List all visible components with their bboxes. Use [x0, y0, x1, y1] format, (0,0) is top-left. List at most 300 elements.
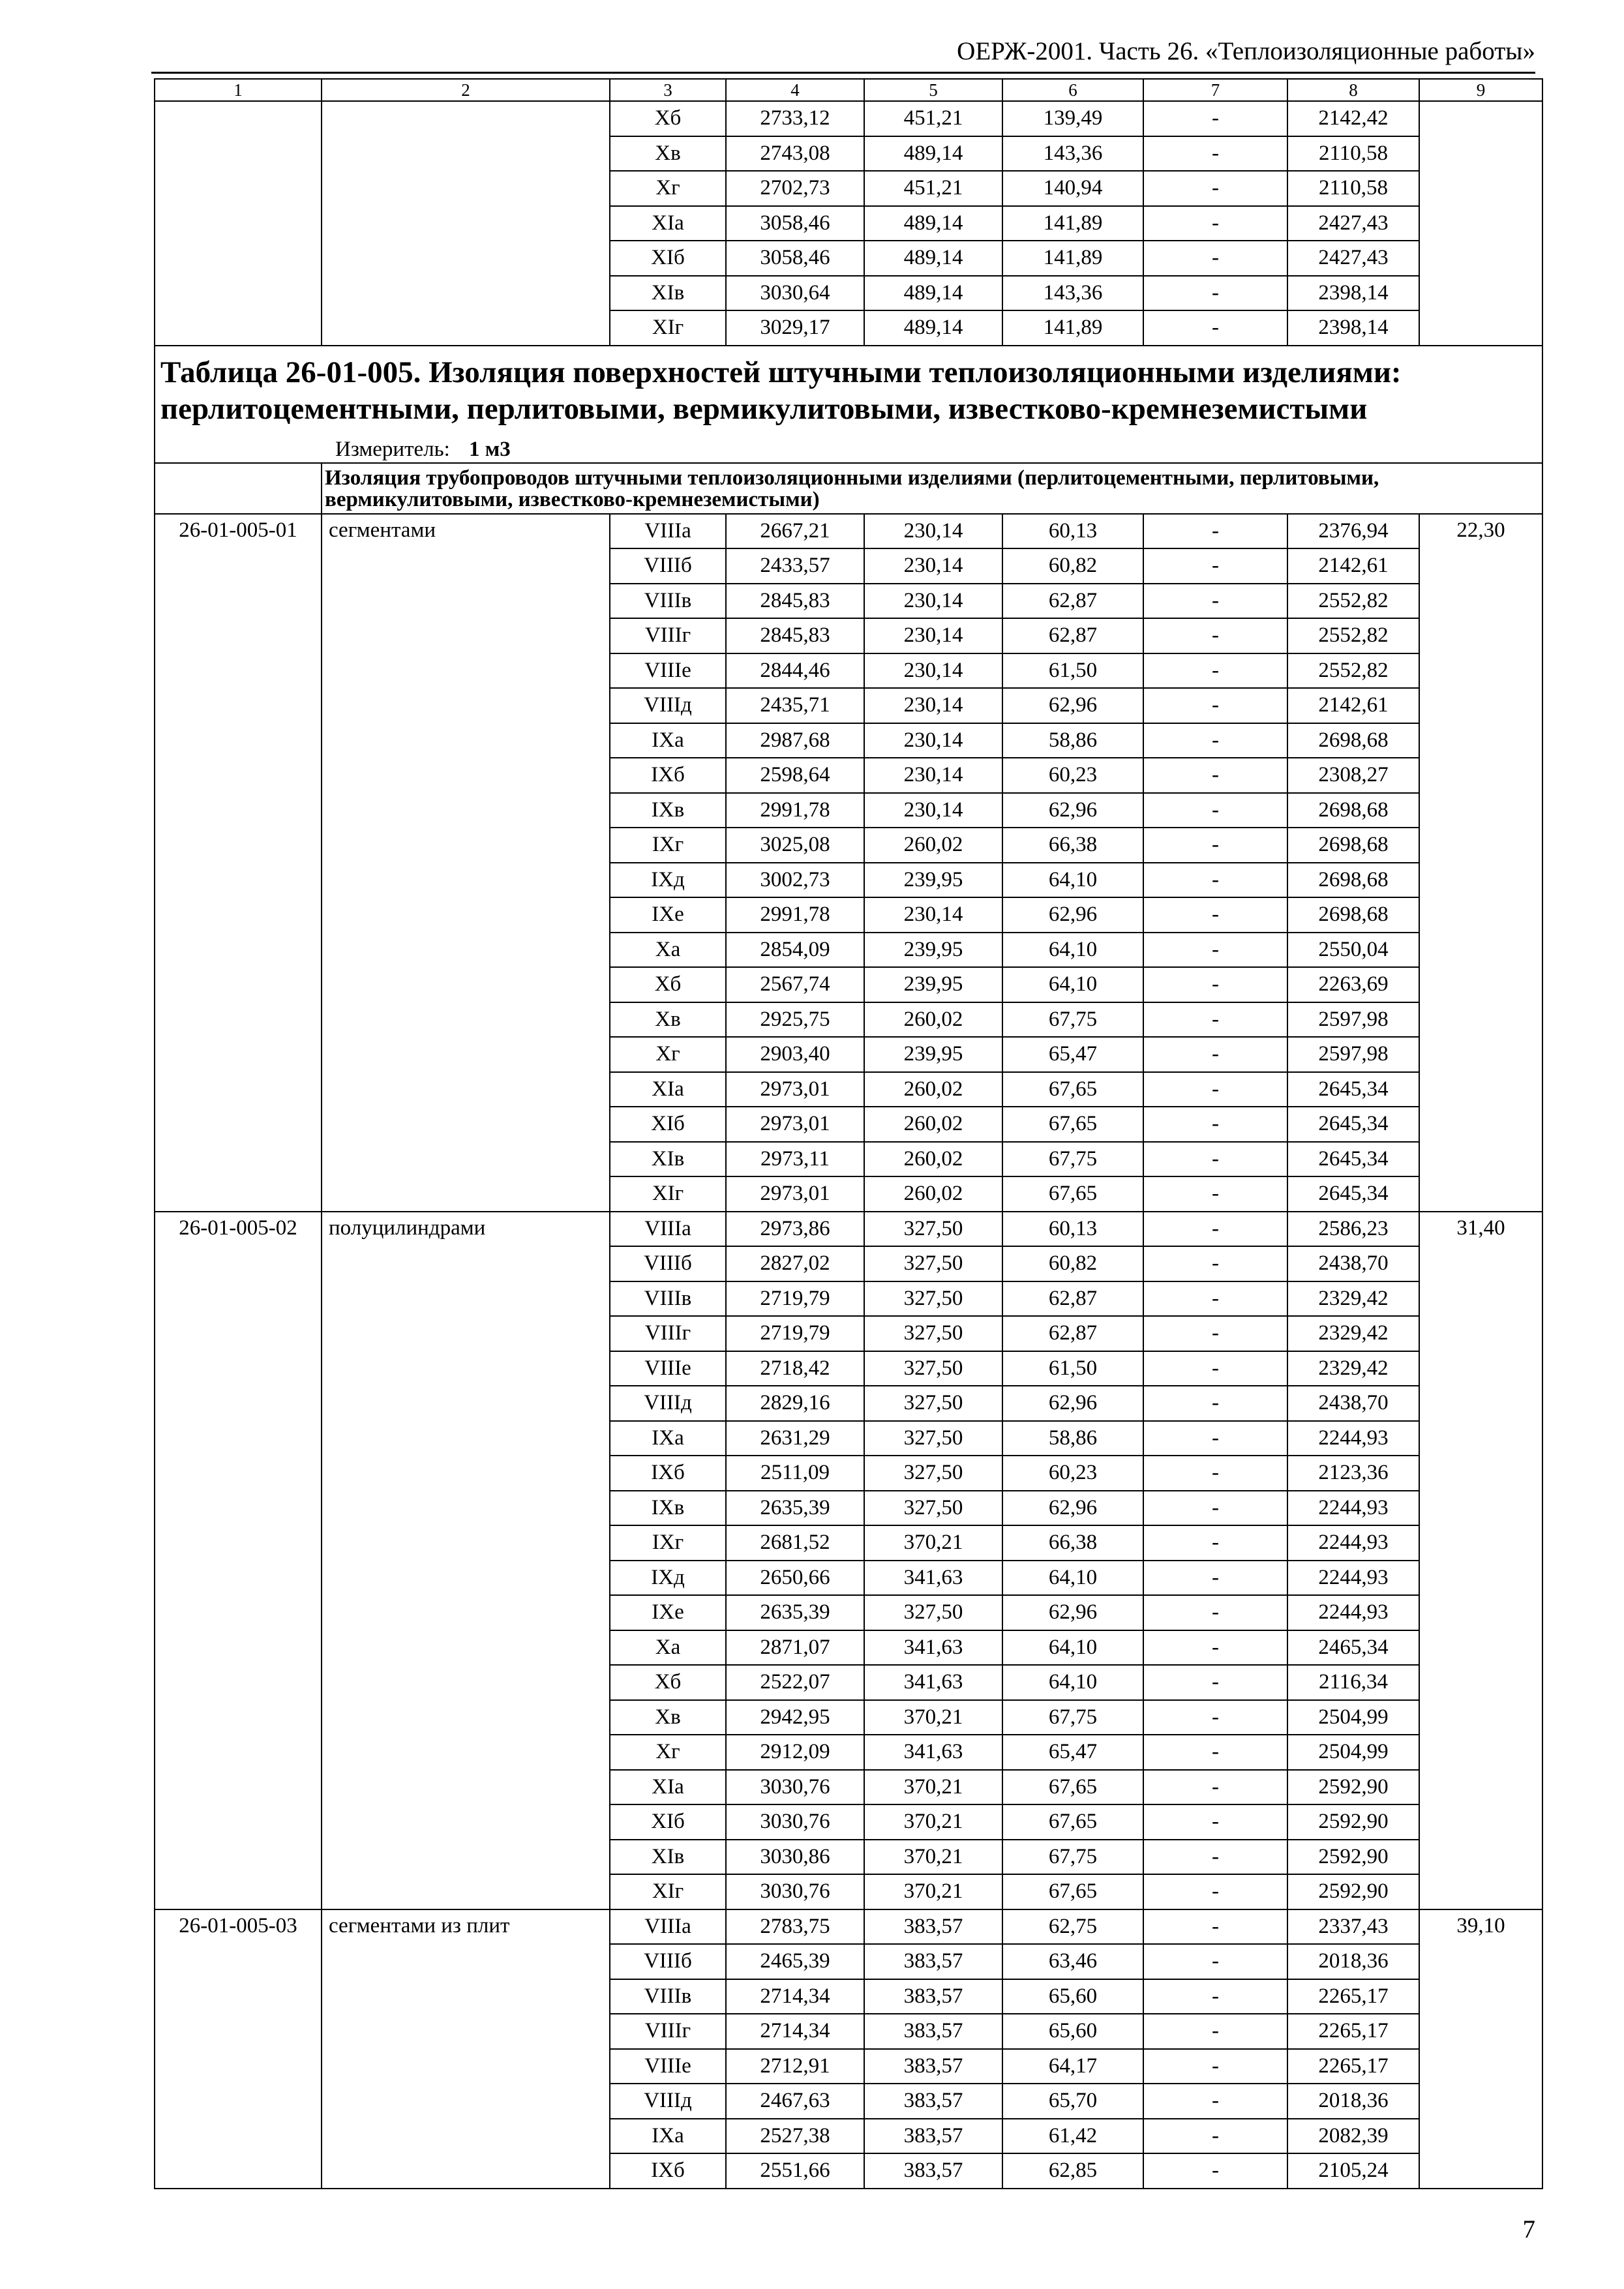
material-cost: 2142,42: [1287, 101, 1419, 136]
material-cost: 2645,34: [1287, 1107, 1419, 1142]
driver-wage: -: [1143, 1944, 1287, 1979]
labor-cost: 370,21: [864, 1804, 1002, 1840]
column-number: 8: [1287, 79, 1419, 101]
material-cost: 2592,90: [1287, 1874, 1419, 1909]
total-cost: 2714,34: [726, 1979, 864, 2014]
driver-wage: -: [1143, 758, 1287, 793]
total-cost: 2987,68: [726, 723, 864, 758]
material-cost: 2329,42: [1287, 1316, 1419, 1351]
table-title-line1: Таблица 26-01-005. Изоляция поверхностей штучными теплоизоляционными изделиями:: [160, 355, 1402, 389]
labor-cost: 383,57: [864, 1909, 1002, 1945]
labor-cost: 383,57: [864, 2049, 1002, 2084]
column-number: 7: [1143, 79, 1287, 101]
rate-class: Хг: [610, 171, 726, 206]
total-cost: 3025,08: [726, 828, 864, 863]
driver-wage: -: [1143, 1804, 1287, 1840]
driver-wage: -: [1143, 2049, 1287, 2084]
material-cost: 2398,14: [1287, 276, 1419, 311]
machine-cost: 67,65: [1002, 1804, 1143, 1840]
table-title-line2: перлитоцементными, перлитовыми, вермикулитовыми, известково-кремнеземистыми: [160, 391, 1368, 426]
rate-class: Хг: [610, 1735, 726, 1770]
rate-class: Хб: [610, 967, 726, 1002]
labor-cost: 230,14: [864, 758, 1002, 793]
machine-cost: 62,75: [1002, 1909, 1143, 1945]
machine-cost: 62,85: [1002, 2153, 1143, 2189]
driver-wage: -: [1143, 1351, 1287, 1386]
column-number: 9: [1419, 79, 1542, 101]
labor-cost: 327,50: [864, 1491, 1002, 1526]
total-cost: 2433,57: [726, 548, 864, 584]
driver-wage: -: [1143, 1142, 1287, 1177]
col9-cell: [1419, 101, 1542, 346]
total-cost: 3058,46: [726, 206, 864, 241]
material-cost: 2645,34: [1287, 1176, 1419, 1212]
driver-wage: -: [1143, 1421, 1287, 1456]
machine-cost: 67,75: [1002, 1002, 1143, 1038]
driver-wage: -: [1143, 1874, 1287, 1909]
material-cost: 2123,36: [1287, 1456, 1419, 1491]
machine-cost: 62,96: [1002, 897, 1143, 933]
driver-wage: -: [1143, 863, 1287, 898]
driver-wage: -: [1143, 276, 1287, 311]
material-cost: 2552,82: [1287, 653, 1419, 689]
rate-class: ХIг: [610, 1176, 726, 1212]
labor-cost: 383,57: [864, 2119, 1002, 2154]
labor-cost: 230,14: [864, 584, 1002, 619]
material-cost: 2244,93: [1287, 1421, 1419, 1456]
total-cost: 2973,01: [726, 1107, 864, 1142]
material-cost: 2105,24: [1287, 2153, 1419, 2189]
labor-cost: 341,63: [864, 1561, 1002, 1596]
material-cost: 2645,34: [1287, 1142, 1419, 1177]
rate-class: VIIIг: [610, 2014, 726, 2049]
driver-wage: -: [1143, 897, 1287, 933]
rate-class: Хб: [610, 1665, 726, 1700]
driver-wage: -: [1143, 1700, 1287, 1735]
rate-class: IХг: [610, 828, 726, 863]
machine-cost: 62,87: [1002, 1316, 1143, 1351]
material-cost: 2586,23: [1287, 1212, 1419, 1247]
table-row: [155, 1909, 1542, 1945]
driver-wage: -: [1143, 1281, 1287, 1317]
material-cost: 2308,27: [1287, 758, 1419, 793]
rate-class: ХIб: [610, 1107, 726, 1142]
material-cost: 2376,94: [1287, 514, 1419, 549]
driver-wage: -: [1143, 1212, 1287, 1247]
total-cost: 3030,76: [726, 1770, 864, 1805]
material-cost: 2329,42: [1287, 1281, 1419, 1317]
driver-wage: -: [1143, 1037, 1287, 1072]
machine-cost: 67,65: [1002, 1072, 1143, 1107]
driver-wage: -: [1143, 1456, 1287, 1491]
driver-wage: -: [1143, 1386, 1287, 1421]
labor-cost: 370,21: [864, 1770, 1002, 1805]
driver-wage: -: [1143, 136, 1287, 172]
machine-cost: 62,96: [1002, 688, 1143, 723]
material-cost: 2698,68: [1287, 723, 1419, 758]
labor-cost: 489,14: [864, 206, 1002, 241]
labor-cost: 230,14: [864, 897, 1002, 933]
rate-class: Хб: [610, 101, 726, 136]
material-cost: 2018,36: [1287, 1944, 1419, 1979]
total-cost: 3030,86: [726, 1840, 864, 1875]
machine-cost: 62,87: [1002, 1281, 1143, 1317]
labor-hours: 31,40: [1419, 1212, 1542, 1909]
machine-cost: 143,36: [1002, 276, 1143, 311]
total-cost: 2973,11: [726, 1142, 864, 1177]
labor-cost: 327,50: [864, 1212, 1002, 1247]
total-cost: 2991,78: [726, 793, 864, 828]
rate-class: VIIIа: [610, 1909, 726, 1945]
machine-cost: 67,65: [1002, 1176, 1143, 1212]
rate-class: ХIа: [610, 206, 726, 241]
machine-cost: 67,65: [1002, 1770, 1143, 1805]
table-title-row: [155, 346, 1542, 463]
machine-cost: 62,96: [1002, 793, 1143, 828]
table-row: [155, 101, 1542, 136]
measure-line: [335, 436, 1537, 462]
material-cost: 2018,36: [1287, 2084, 1419, 2119]
machine-cost: 65,60: [1002, 1979, 1143, 2014]
work-name: сегментами: [322, 514, 610, 1212]
rate-class: VIIIе: [610, 653, 726, 689]
driver-wage: -: [1143, 1630, 1287, 1666]
driver-wage: -: [1143, 2084, 1287, 2119]
labor-cost: 230,14: [864, 548, 1002, 584]
page-number: 7: [1522, 2215, 1535, 2243]
machine-cost: 140,94: [1002, 171, 1143, 206]
machine-cost: 61,50: [1002, 1351, 1143, 1386]
machine-cost: 64,10: [1002, 933, 1143, 968]
total-cost: 2942,95: [726, 1700, 864, 1735]
labor-cost: 489,14: [864, 310, 1002, 346]
driver-wage: -: [1143, 828, 1287, 863]
total-cost: 2854,09: [726, 933, 864, 968]
total-cost: 2551,66: [726, 2153, 864, 2189]
labor-cost: 383,57: [864, 2153, 1002, 2189]
rate-class: VIIIд: [610, 688, 726, 723]
total-cost: 2973,01: [726, 1072, 864, 1107]
rate-code: 26-01-005-02: [155, 1212, 322, 1909]
section-title: Изоляция трубопроводов штучными теплоизоляционными изделиями (перлитоцементными, перлитовыми, вермикулитовыми, известково-кремнеземистыми): [322, 463, 1542, 514]
driver-wage: -: [1143, 1665, 1287, 1700]
driver-wage: -: [1143, 1561, 1287, 1596]
total-cost: 3030,76: [726, 1874, 864, 1909]
material-cost: 2597,98: [1287, 1002, 1419, 1038]
material-cost: 2504,99: [1287, 1735, 1419, 1770]
rate-class: IХв: [610, 793, 726, 828]
material-cost: 2597,98: [1287, 1037, 1419, 1072]
material-cost: 2263,69: [1287, 967, 1419, 1002]
labor-cost: 341,63: [864, 1665, 1002, 1700]
rate-class: IХв: [610, 1491, 726, 1526]
material-cost: 2698,68: [1287, 828, 1419, 863]
rate-class: VIIIд: [610, 2084, 726, 2119]
material-cost: 2142,61: [1287, 548, 1419, 584]
machine-cost: 62,96: [1002, 1491, 1143, 1526]
machine-cost: 60,82: [1002, 1246, 1143, 1281]
machine-cost: 67,65: [1002, 1107, 1143, 1142]
material-cost: 2082,39: [1287, 2119, 1419, 2154]
table-title-cell: [155, 346, 1542, 463]
labor-cost: 327,50: [864, 1456, 1002, 1491]
driver-wage: -: [1143, 723, 1287, 758]
machine-cost: 67,75: [1002, 1142, 1143, 1177]
driver-wage: -: [1143, 514, 1287, 549]
total-cost: 3029,17: [726, 310, 864, 346]
column-number: 3: [610, 79, 726, 101]
labor-cost: 239,95: [864, 933, 1002, 968]
total-cost: 3030,76: [726, 1804, 864, 1840]
labor-cost: 370,21: [864, 1525, 1002, 1561]
labor-cost: 370,21: [864, 1840, 1002, 1875]
labor-cost: 260,02: [864, 1107, 1002, 1142]
total-cost: 2598,64: [726, 758, 864, 793]
labor-cost: 489,14: [864, 241, 1002, 276]
material-cost: 2465,34: [1287, 1630, 1419, 1666]
total-cost: 2631,29: [726, 1421, 864, 1456]
driver-wage: -: [1143, 310, 1287, 346]
driver-wage: -: [1143, 933, 1287, 968]
machine-cost: 64,10: [1002, 1665, 1143, 1700]
labor-cost: 383,57: [864, 1979, 1002, 2014]
code-cell: [155, 101, 322, 346]
driver-wage: -: [1143, 2119, 1287, 2154]
labor-cost: 260,02: [864, 1002, 1002, 1038]
labor-cost: 383,57: [864, 1944, 1002, 1979]
labor-cost: 383,57: [864, 2014, 1002, 2049]
rate-class: VIIIв: [610, 584, 726, 619]
machine-cost: 66,38: [1002, 1525, 1143, 1561]
labor-cost: 451,21: [864, 171, 1002, 206]
total-cost: 2511,09: [726, 1456, 864, 1491]
rate-class: ХIб: [610, 241, 726, 276]
material-cost: 2265,17: [1287, 1979, 1419, 2014]
labor-cost: 260,02: [864, 1072, 1002, 1107]
material-cost: 2427,43: [1287, 206, 1419, 241]
driver-wage: -: [1143, 1002, 1287, 1038]
total-cost: 2871,07: [726, 1630, 864, 1666]
material-cost: 2337,43: [1287, 1909, 1419, 1945]
material-cost: 2110,58: [1287, 136, 1419, 172]
total-cost: 3058,46: [726, 241, 864, 276]
machine-cost: 63,46: [1002, 1944, 1143, 1979]
material-cost: 2550,04: [1287, 933, 1419, 968]
work-name: полуцилиндрами: [322, 1212, 610, 1909]
rate-class: VIIIб: [610, 548, 726, 584]
labor-cost: 230,14: [864, 723, 1002, 758]
labor-cost: 370,21: [864, 1874, 1002, 1909]
labor-cost: 327,50: [864, 1595, 1002, 1630]
material-cost: 2592,90: [1287, 1804, 1419, 1840]
machine-cost: 67,65: [1002, 1874, 1143, 1909]
labor-cost: 489,14: [864, 276, 1002, 311]
driver-wage: -: [1143, 206, 1287, 241]
rates-table: [154, 78, 1543, 2189]
machine-cost: 65,70: [1002, 2084, 1143, 2119]
column-number: 5: [864, 79, 1002, 101]
rate-class: IХа: [610, 2119, 726, 2154]
material-cost: 2698,68: [1287, 897, 1419, 933]
material-cost: 2552,82: [1287, 584, 1419, 619]
total-cost: 2973,86: [726, 1212, 864, 1247]
labor-cost: 383,57: [864, 2084, 1002, 2119]
material-cost: 2398,14: [1287, 310, 1419, 346]
machine-cost: 61,42: [1002, 2119, 1143, 2154]
total-cost: 2783,75: [726, 1909, 864, 1945]
machine-cost: 66,38: [1002, 828, 1143, 863]
machine-cost: 65,47: [1002, 1037, 1143, 1072]
rate-class: IХа: [610, 1421, 726, 1456]
total-cost: 2527,38: [726, 2119, 864, 2154]
labor-cost: 451,21: [864, 101, 1002, 136]
labor-cost: 230,14: [864, 688, 1002, 723]
material-cost: 2110,58: [1287, 171, 1419, 206]
material-cost: 2645,34: [1287, 1072, 1419, 1107]
labor-cost: 260,02: [864, 1142, 1002, 1177]
total-cost: 2718,42: [726, 1351, 864, 1386]
machine-cost: 64,17: [1002, 2049, 1143, 2084]
material-cost: 2244,93: [1287, 1595, 1419, 1630]
material-cost: 2244,93: [1287, 1561, 1419, 1596]
machine-cost: 60,23: [1002, 758, 1143, 793]
driver-wage: -: [1143, 1072, 1287, 1107]
machine-cost: 139,49: [1002, 101, 1143, 136]
driver-wage: -: [1143, 548, 1287, 584]
machine-cost: 64,10: [1002, 967, 1143, 1002]
labor-cost: 489,14: [864, 136, 1002, 172]
total-cost: 2912,09: [726, 1735, 864, 1770]
machine-cost: 58,86: [1002, 723, 1143, 758]
total-cost: 2973,01: [726, 1176, 864, 1212]
total-cost: 2733,12: [726, 101, 864, 136]
machine-cost: 143,36: [1002, 136, 1143, 172]
total-cost: 2829,16: [726, 1386, 864, 1421]
table-row: [155, 1212, 1542, 1247]
machine-cost: 62,96: [1002, 1595, 1143, 1630]
total-cost: 2719,79: [726, 1316, 864, 1351]
labor-cost: 239,95: [864, 1037, 1002, 1072]
rate-class: VIIIе: [610, 1351, 726, 1386]
machine-cost: 64,10: [1002, 863, 1143, 898]
rate-class: ХIг: [610, 1874, 726, 1909]
name-cell: [322, 101, 610, 346]
column-number: 2: [322, 79, 610, 101]
labor-hours: 22,30: [1419, 514, 1542, 1212]
total-cost: 2827,02: [726, 1246, 864, 1281]
driver-wage: -: [1143, 241, 1287, 276]
rate-class: ХIв: [610, 1142, 726, 1177]
rate-class: IХб: [610, 1456, 726, 1491]
total-cost: 2844,46: [726, 653, 864, 689]
labor-cost: 327,50: [864, 1281, 1002, 1317]
labor-cost: 230,14: [864, 514, 1002, 549]
labor-cost: 239,95: [864, 863, 1002, 898]
total-cost: 2845,83: [726, 618, 864, 653]
rate-class: VIIIд: [610, 1386, 726, 1421]
total-cost: 3030,64: [726, 276, 864, 311]
rate-class: VIIIб: [610, 1246, 726, 1281]
running-header: ОЕРЖ-2001. Часть 26. «Теплоизоляционные работы»: [957, 37, 1535, 65]
rate-class: Ха: [610, 1630, 726, 1666]
rate-class: ХIа: [610, 1072, 726, 1107]
material-cost: 2244,93: [1287, 1525, 1419, 1561]
total-cost: 3002,73: [726, 863, 864, 898]
labor-cost: 239,95: [864, 967, 1002, 1002]
labor-cost: 260,02: [864, 1176, 1002, 1212]
driver-wage: -: [1143, 1770, 1287, 1805]
material-cost: 2552,82: [1287, 618, 1419, 653]
labor-cost: 230,14: [864, 793, 1002, 828]
total-cost: 2667,21: [726, 514, 864, 549]
rate-class: ХIв: [610, 1840, 726, 1875]
labor-cost: 370,21: [864, 1700, 1002, 1735]
total-cost: 2567,74: [726, 967, 864, 1002]
driver-wage: -: [1143, 1979, 1287, 2014]
rate-class: Хг: [610, 1037, 726, 1072]
driver-wage: -: [1143, 2153, 1287, 2189]
material-cost: 2116,34: [1287, 1665, 1419, 1700]
driver-wage: -: [1143, 1316, 1287, 1351]
driver-wage: -: [1143, 1107, 1287, 1142]
total-cost: 2650,66: [726, 1561, 864, 1596]
driver-wage: -: [1143, 101, 1287, 136]
labor-cost: 327,50: [864, 1386, 1002, 1421]
driver-wage: -: [1143, 1840, 1287, 1875]
rate-class: ХIб: [610, 1804, 726, 1840]
total-cost: 2681,52: [726, 1525, 864, 1561]
rate-class: VIIIг: [610, 618, 726, 653]
driver-wage: -: [1143, 1491, 1287, 1526]
total-cost: 2991,78: [726, 897, 864, 933]
material-cost: 2142,61: [1287, 688, 1419, 723]
material-cost: 2592,90: [1287, 1770, 1419, 1805]
measure-label: Измеритель:: [335, 437, 450, 461]
total-cost: 2719,79: [726, 1281, 864, 1317]
material-cost: 2265,17: [1287, 2014, 1419, 2049]
total-cost: 2467,63: [726, 2084, 864, 2119]
section-title-row: [155, 463, 1542, 514]
rate-class: IХе: [610, 1595, 726, 1630]
driver-wage: -: [1143, 1735, 1287, 1770]
machine-cost: 60,82: [1002, 548, 1143, 584]
rate-class: IХг: [610, 1525, 726, 1561]
labor-cost: 230,14: [864, 618, 1002, 653]
total-cost: 2925,75: [726, 1002, 864, 1038]
total-cost: 2702,73: [726, 171, 864, 206]
labor-cost: 230,14: [864, 653, 1002, 689]
rate-class: IХе: [610, 897, 726, 933]
total-cost: 2903,40: [726, 1037, 864, 1072]
labor-cost: 327,50: [864, 1246, 1002, 1281]
labor-cost: 327,50: [864, 1421, 1002, 1456]
rate-class: IХд: [610, 1561, 726, 1596]
machine-cost: 61,50: [1002, 653, 1143, 689]
material-cost: 2244,93: [1287, 1491, 1419, 1526]
driver-wage: -: [1143, 653, 1287, 689]
rate-class: Хв: [610, 136, 726, 172]
machine-cost: 62,87: [1002, 618, 1143, 653]
material-cost: 2504,99: [1287, 1700, 1419, 1735]
header-rule: [151, 72, 1535, 74]
labor-cost: 327,50: [864, 1316, 1002, 1351]
rate-class: VIIIб: [610, 1944, 726, 1979]
total-cost: 2435,71: [726, 688, 864, 723]
driver-wage: -: [1143, 1525, 1287, 1561]
rate-class: IХб: [610, 2153, 726, 2189]
driver-wage: -: [1143, 967, 1287, 1002]
driver-wage: -: [1143, 1909, 1287, 1945]
